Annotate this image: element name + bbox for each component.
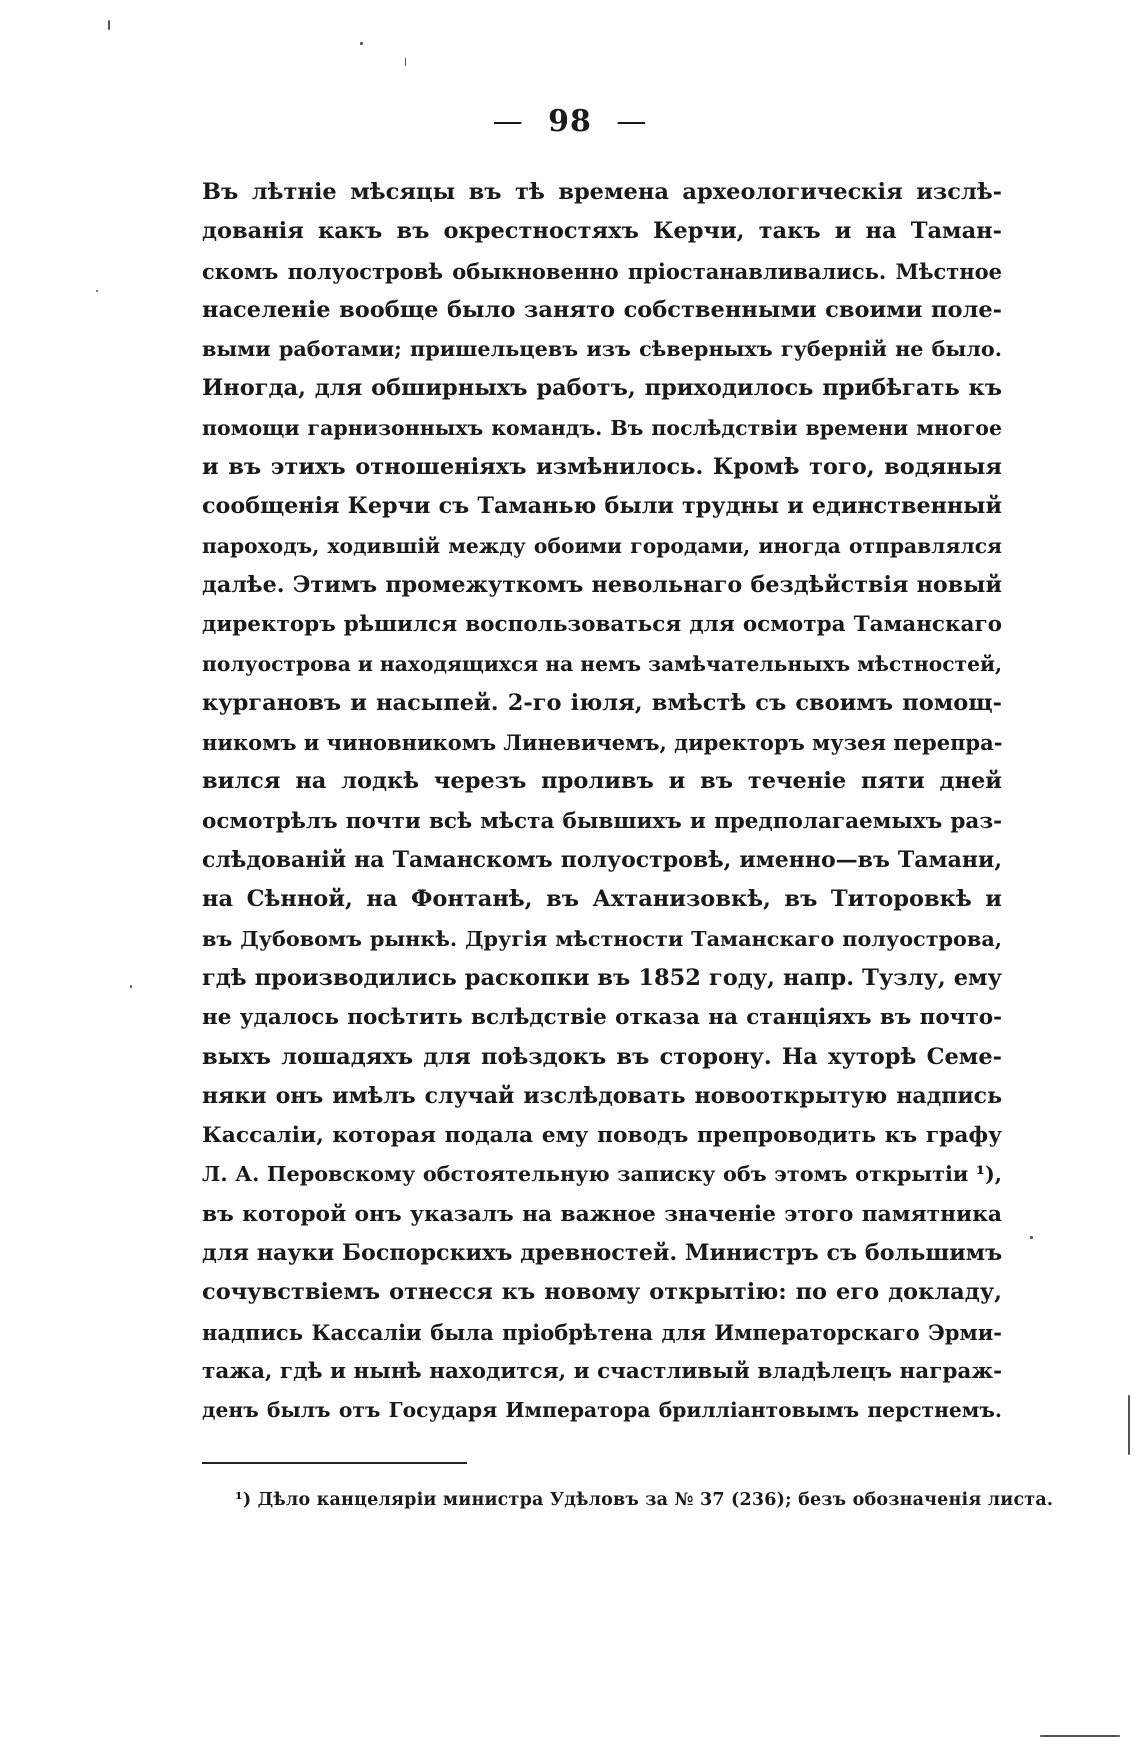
text-line: слѣдованій на Таманскомъ полуостровѣ, именно—въ Тамани, xyxy=(202,847,1002,874)
text-line: вился на лодкѣ черезъ проливъ и въ теченіе пяти дней xyxy=(202,768,1002,795)
text-line: тажа, гдѣ и нынѣ находится, и счастливый владѣлецъ награж- xyxy=(202,1358,1002,1384)
scan-speck xyxy=(1040,1735,1120,1737)
text-line: гдѣ производились раскопки въ 1852 году, напр. Тузлу, ему xyxy=(202,964,1002,991)
scan-speck xyxy=(108,20,110,30)
text-line: Иногда, для обширныхъ работъ, приходилось прибѣгать къ xyxy=(202,375,1002,402)
text-line: полуострова и находящихся на немъ замѣчательныхъ мѣстностей, xyxy=(202,651,1002,676)
footnote-text: Дѣло канцеляріи министра Удѣловъ за № 37 (236); безъ обозначенія листа. xyxy=(257,1490,1054,1510)
main-paragraph xyxy=(202,173,1002,1431)
text-line: сочувствіемъ отнесся къ новому открытію: по его докладу, xyxy=(202,1279,1002,1306)
text-line: директоръ рѣшился воспользоваться для осмотра Таманскаго xyxy=(202,612,1002,638)
scan-speck xyxy=(96,290,98,292)
page-number-dash-left: — xyxy=(492,104,524,139)
page-number-value: 98 xyxy=(548,104,592,139)
page-number xyxy=(0,104,1140,139)
text-line: для науки Боспорскихъ древностей. Министръ съ большимъ xyxy=(202,1240,1002,1267)
text-line: въ Дубовомъ рынкѣ. Другія мѣстности Таманскаго полуострова, xyxy=(202,926,1002,951)
text-line: скомъ полуостровѣ обыкновенно пріостанавливались. Мѣстное xyxy=(202,258,1002,284)
text-line: дованія какъ въ окрестностяхъ Керчи, такъ и на Таман- xyxy=(202,218,1002,245)
text-line: помощи гарнизонныхъ командъ. Въ послѣдствіи времени многое xyxy=(202,415,1002,440)
text-line: сообщенія Керчи съ Таманью были трудны и единственный xyxy=(202,493,1002,520)
text-line: Въ лѣтніе мѣсяцы въ тѣ времена археологическія изслѣ- xyxy=(202,179,1002,205)
text-line: выхъ лошадяхъ для поѣздокъ въ сторону. На хуторѣ Семе- xyxy=(202,1043,1002,1070)
text-line: далѣе. Этимъ промежуткомъ невольнаго бездѣйствія новый xyxy=(202,571,1002,598)
text-line: няки онъ имѣлъ случай изслѣдовать новооткрытую надпись xyxy=(202,1082,1002,1109)
footnote-marker: ¹) xyxy=(235,1490,252,1510)
footnote xyxy=(235,1490,1054,1510)
text-line: кургановъ и насыпей. 2-го іюля, вмѣстѣ съ своимъ помощ- xyxy=(202,689,1002,716)
text-line: выми работами; пришельцевъ изъ сѣверныхъ губерній не было. xyxy=(202,337,1002,362)
text-line: на Сѣнной, на Фонтанѣ, въ Ахтанизовкѣ, въ Титоровкѣ и xyxy=(202,886,1002,913)
text-line: въ которой онъ указалъ на важное значеніе этого памятника xyxy=(202,1201,1002,1227)
text-line: не удалось посѣтить вслѣдствіе отказа на станціяхъ въ почто- xyxy=(202,1005,1002,1031)
scan-speck xyxy=(405,58,406,66)
text-line: денъ былъ отъ Государя Императора бриллiантовымъ перстнемъ. xyxy=(202,1398,1002,1423)
text-line: пароходъ, ходившій между обоими городами, иногда отправлялся xyxy=(202,533,1002,558)
scan-speck xyxy=(1128,1395,1130,1455)
footnote-separator xyxy=(202,1462,467,1464)
page-number-dash-right: — xyxy=(616,104,648,139)
text-line: осмотрѣлъ почти всѣ мѣста бывшихъ и предполагаемыхъ раз- xyxy=(202,808,1002,834)
scan-speck xyxy=(1030,1236,1033,1239)
scan-speck xyxy=(360,42,363,45)
text-line: Кассаліи, которая подала ему поводъ препроводить къ графу xyxy=(202,1123,1002,1149)
scan-speck xyxy=(130,985,132,988)
text-line: надпись Кассаліи была пріобрѣтена для Императорскаго Эрми- xyxy=(202,1319,1002,1345)
text-line: Л. А. Перовскому обстоятельную записку объ этомъ открытіи ¹), xyxy=(202,1162,1002,1187)
text-line: никомъ и чиновникомъ Линевичемъ, директоръ музея перепра- xyxy=(202,730,1002,756)
text-line: и въ этихъ отношеніяхъ измѣнилось. Кромѣ того, водяныя xyxy=(202,454,1002,481)
text-line: населеніе вообще было занято собственными своими поле- xyxy=(202,296,1002,323)
